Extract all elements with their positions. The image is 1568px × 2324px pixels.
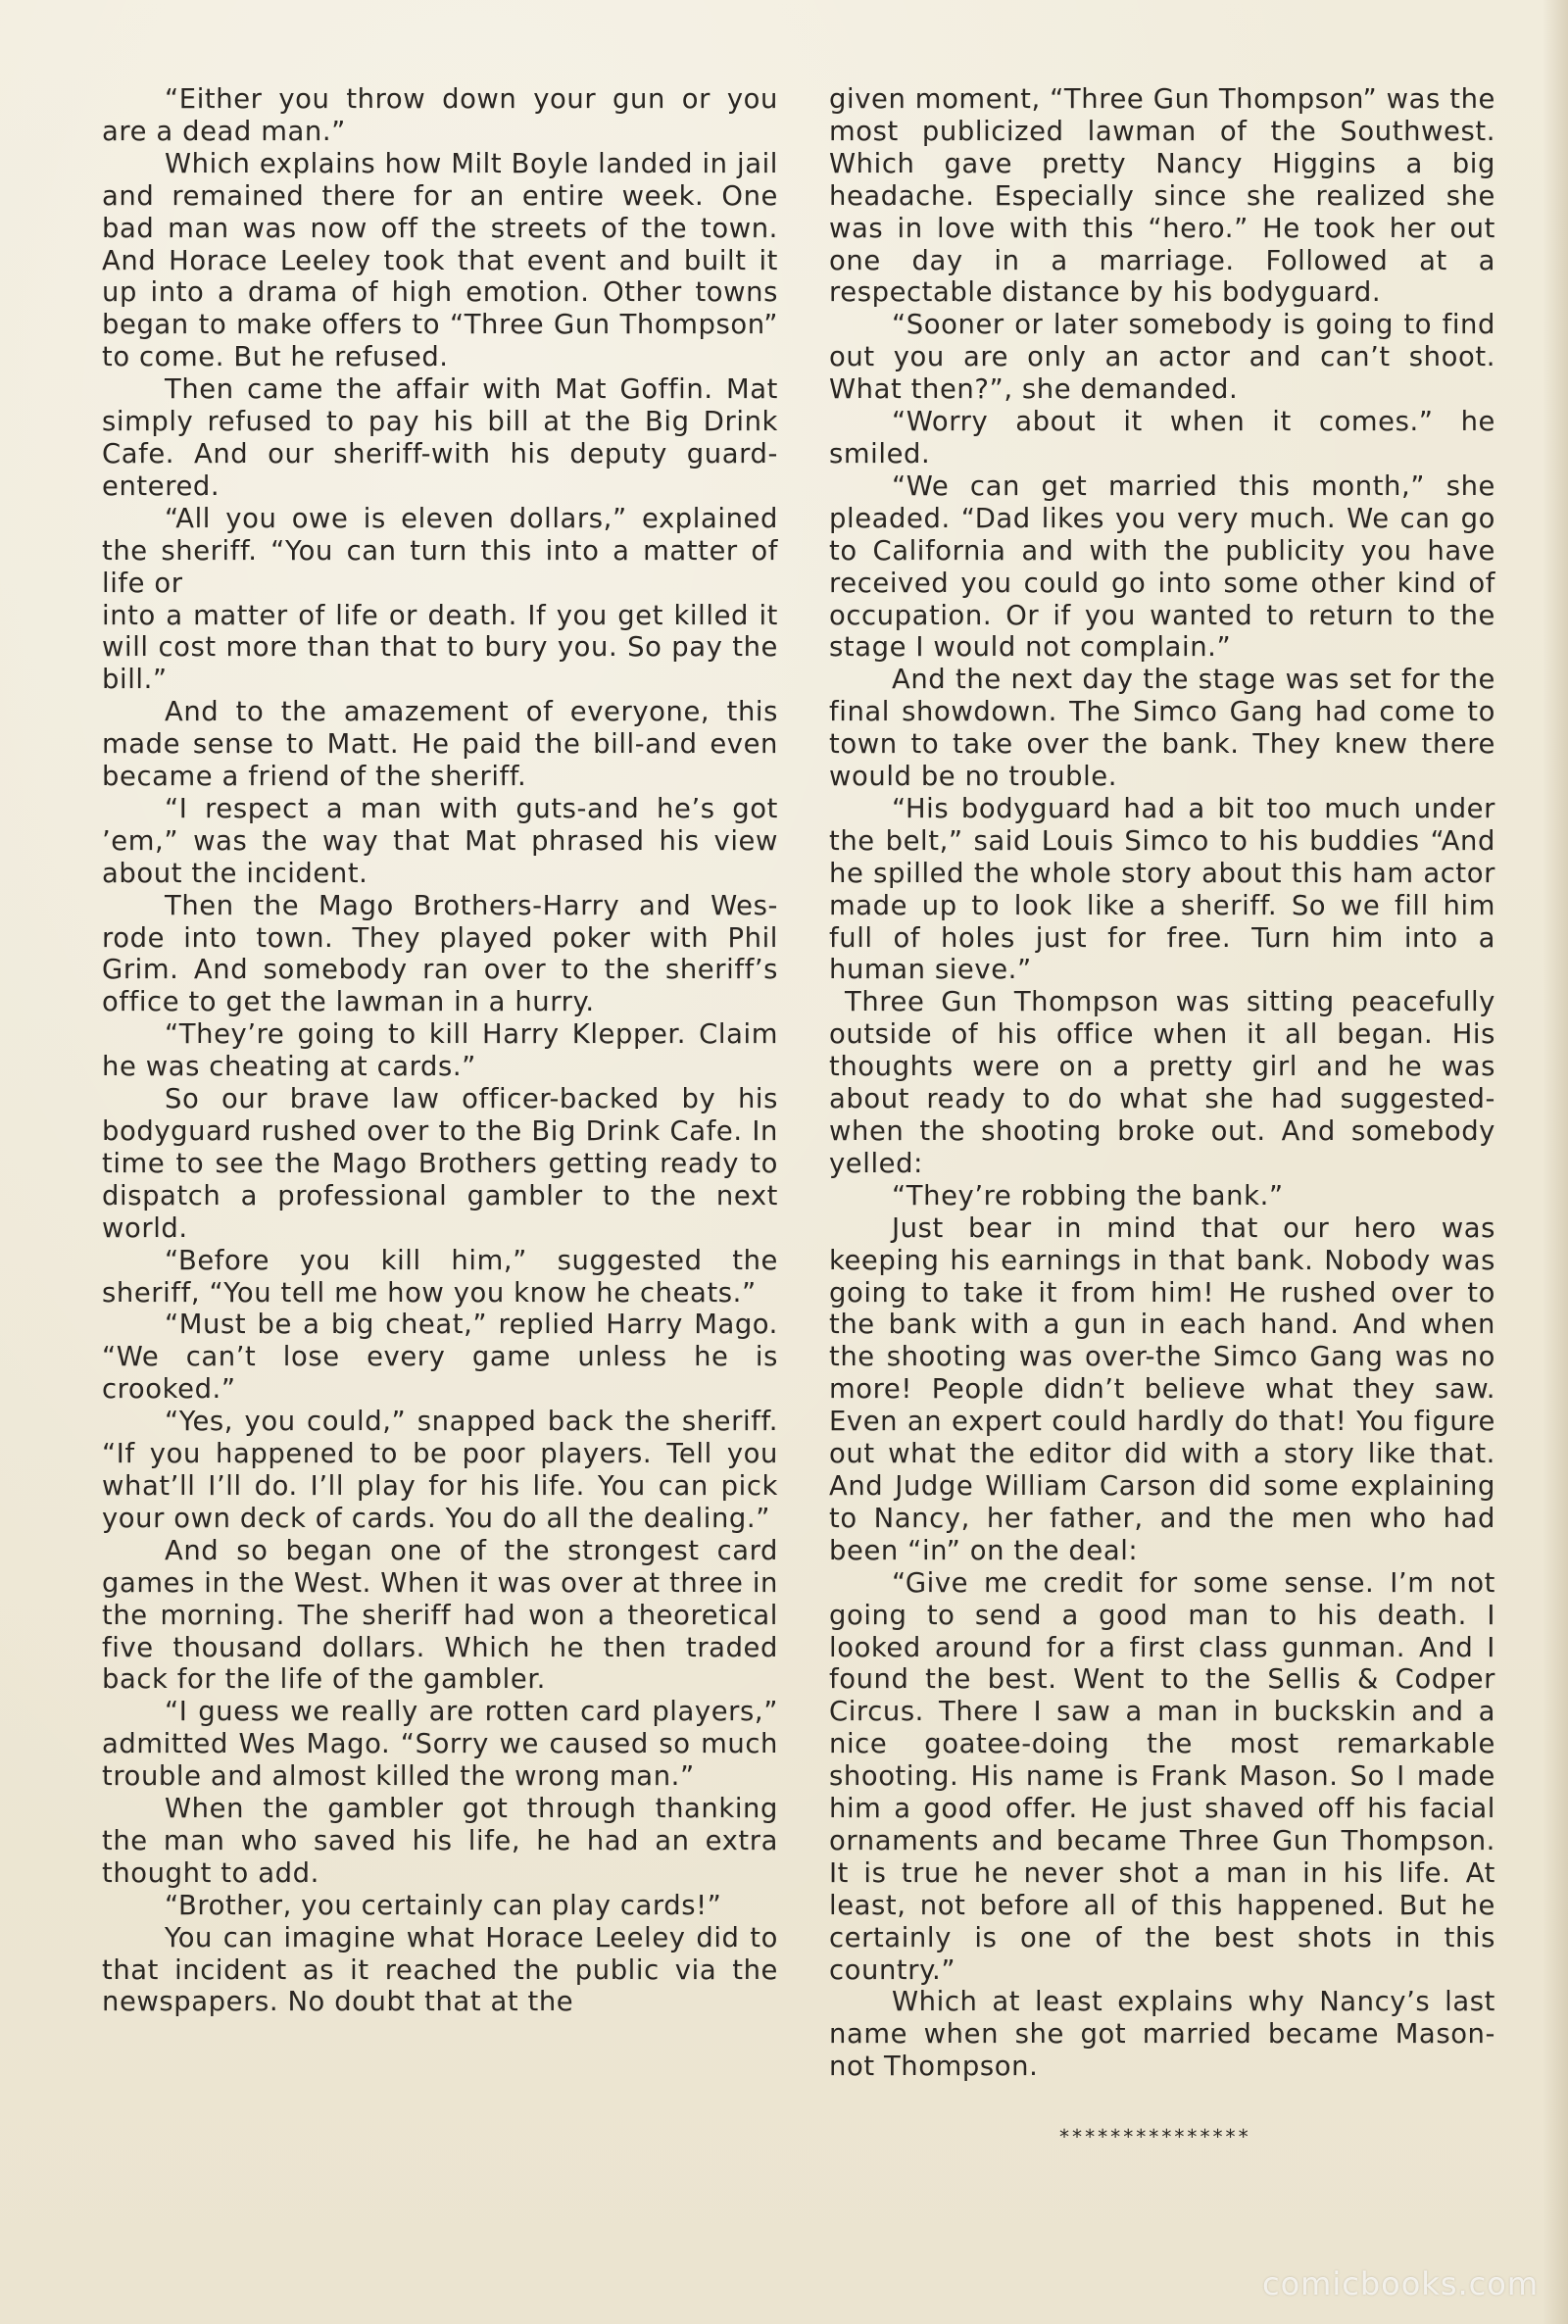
paragraph: “I respect a man with guts-and he’s got ’em,” was the way that Mat phrased his view about the incident.: [102, 793, 778, 889]
paragraph: Which explains how Milt Boyle landed in jail and remained there for an entire week. One bad man was now off the streets of the town. And Horace Leeley took that event and built it up into a drama of high emotion. Other towns began to make offers to “Three Gun Thompson” to come. But he refused.: [102, 148, 778, 373]
paragraph: “They’re robbing the bank.”: [892, 1180, 1284, 1211]
paragraph: “We can get married this month,” she pleaded. “Dad likes you very much. We can go to California and with the publicity you have received you could go into some other kind of occupation. Or if you wanted to return to the stage I would not complain.”: [829, 470, 1495, 664]
right-column: [829, 84, 1495, 2084]
paragraph: “Either you throw down your gun or you are a dead man.”: [102, 84, 778, 147]
paragraph: Then came the affair with Mat Goffin. Mat simply refused to pay his bill at the Big Drink Cafe. And our sheriff-with his deputy guard-entered.: [102, 374, 778, 502]
paragraph: So our brave law officer-backed by his bodyguard rushed over to the Big Drink Cafe. In time to see the Mago Brothers getting ready to dispatch a professional gambler to the next world.: [102, 1084, 778, 1244]
left-column: [102, 84, 778, 2019]
page-edge-shadow: [1543, 0, 1568, 2324]
paragraph: And so began one of the strongest card games in the West. When it was over at three in the morning. The sheriff had won a theoretical five thousand dollars. Which he then traded back for the life of the gambler.: [102, 1535, 778, 1696]
paragraph: Which at least explains why Nancy’s last name when she got married became Mason-not Thompson.: [829, 1987, 1495, 2083]
paragraph: You can imagine what Horace Leeley did to that incident as it reached the public via the newspapers. No doubt that at the: [102, 1922, 778, 2018]
paragraph: “Must be a big cheat,” replied Harry Mago. “We can’t lose every game unless he is crooked.”: [102, 1310, 778, 1406]
paragraph: given moment, “Three Gun Thompson” was the most publicized lawman of the Southwest. Which gave pretty Nancy Higgins a big headache. Especially since she realized she was in love with this “hero.” He took her out one day in a marriage. Followed at a respectable distance by his bodyguard.: [829, 84, 1495, 309]
paragraph: Three Gun Thompson was sitting peacefully outside of his office when it all began. His thoughts were on a pretty girl and he was about ready to do what she had suggested-when the shooting broke out. And somebody yelled:: [829, 987, 1495, 1179]
paragraph: When the gambler got through thanking the man who saved his life, he had an extra thought to add.: [102, 1794, 778, 1889]
paragraph: “Before you kill him,” suggested the sheriff, “You tell me how you know he cheats.”: [102, 1245, 778, 1309]
paragraph: “Worry about it when it comes.” he smiled.: [829, 407, 1495, 470]
paragraph: Then the Mago Brothers-Harry and Wes-rode into town. They played poker with Phil Grim. And somebody ran over to the sheriff’s office to get the lawman in a hurry.: [102, 890, 778, 1018]
paragraph: “His bodyguard had a bit too much under the belt,” said Louis Simco to his buddies “And he spilled the whole story about this ham actor made up to look like a sheriff. So we fill him full of holes just for free. Turn him into a human sieve.”: [829, 793, 1495, 986]
paragraph: “Yes, you could,” snapped back the sheriff. “If you happened to be poor players. Tell you what’ll I’ll do. I’ll play for his life. You can pick your own deck of cards. You do all the dealing.”: [102, 1407, 778, 1534]
paragraph: into a matter of life or death. If you get killed it will cost more than that to bury you. So pay the bill.”: [102, 600, 778, 696]
paragraph: And the next day the stage was set for the final showdown. The Simco Gang had come to town to take over the bank. They knew there would be no trouble.: [829, 665, 1495, 793]
paragraph: “Sooner or later somebody is going to find out you are only an actor and can’t shoot. What then?”, she demanded.: [829, 310, 1495, 406]
paragraph: Just bear in mind that our hero was keeping his earnings in that bank. Nobody was going to take it from him! He rushed over to the bank with a gun in each hand. And when the shooting was over-the Simco Gang was no more! People didn’t believe what they saw. Even an expert could hardly do that! You figure out what the editor did with a story like that. And Judge William Carson did some explaining to Nancy, her father, and the men who had been “in” on the deal:: [829, 1212, 1495, 1566]
section-separator: ***************: [1058, 2125, 1250, 2149]
paragraph: “They’re going to kill Harry Klepper. Claim he was cheating at cards.”: [102, 1019, 778, 1083]
paragraph: “I guess we really are rotten card players,” admitted Wes Mago. “Sorry we caused so much trouble and almost killed the wrong man.”: [102, 1697, 778, 1793]
site-watermark: comicbooks.com: [1261, 2265, 1539, 2302]
paragraph: “Give me credit for some sense. I’m not going to send a good man to his death. I looked around for a first class gunman. And I found the best. Went to the Sellis & Codper Circus. There I saw a man in buckskin and a nice goatee-doing the most remarkable shooting. His name is Frank Mason. So I made him a good offer. He just shaved off his facial ornaments and became Three Gun Thompson. It is true he never shot a man in his life. At least, not before all of this happened. But he certainly is one of the best shots in this country.”: [829, 1567, 1495, 1986]
paragraph: “All you owe is eleven dollars,” explained the sheriff. “You can turn this into a matter of life or: [102, 503, 778, 599]
paragraph: And to the amazement of everyone, this made sense to Matt. He paid the bill-and even became a friend of the sheriff.: [102, 697, 778, 793]
paragraph: “Brother, you certainly can play cards!”: [165, 1890, 722, 1921]
